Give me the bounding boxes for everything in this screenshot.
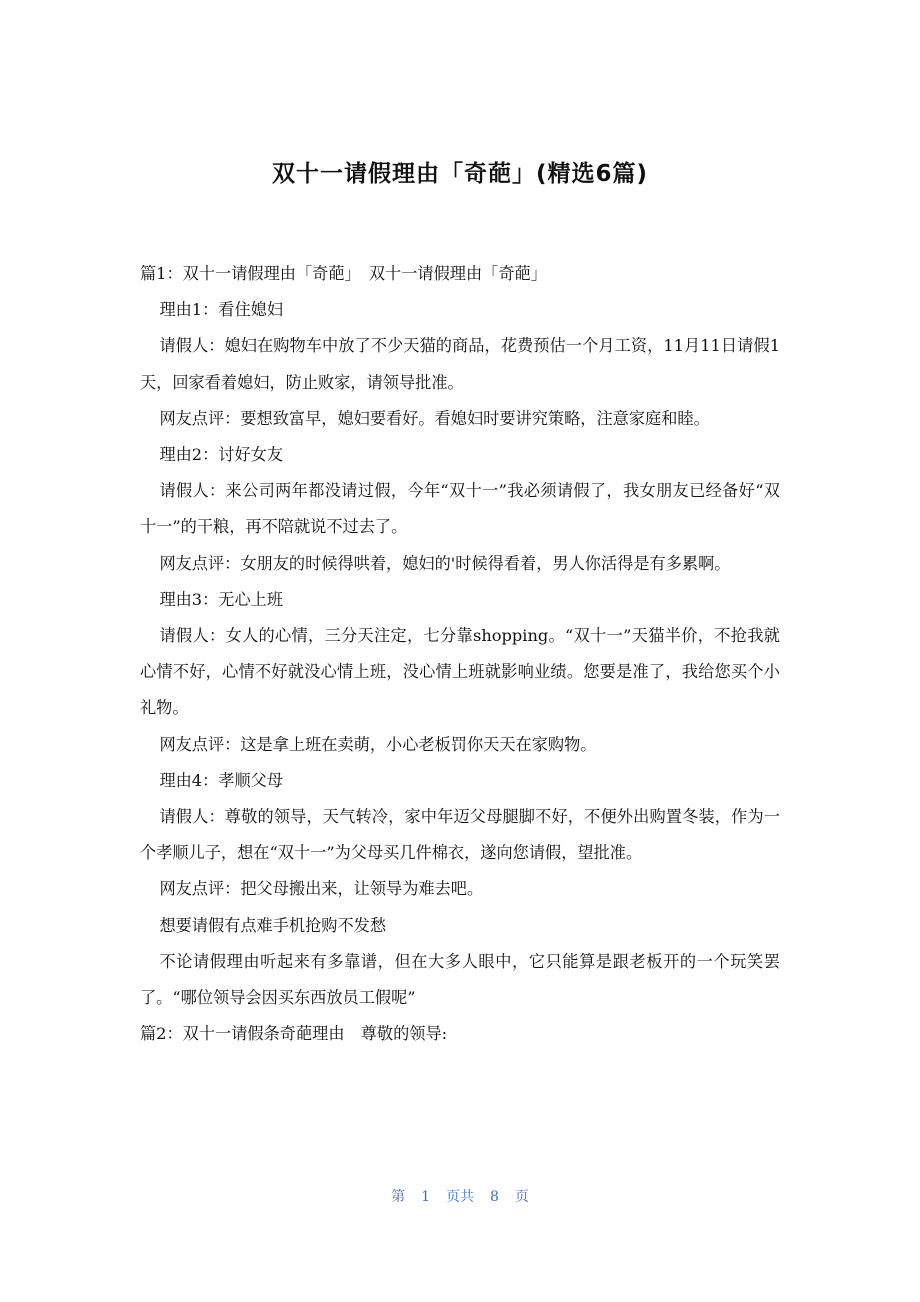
reason-heading: 理由1：看住媳妇: [159, 300, 284, 320]
paragraph: 请假人：来公司两年都没请过假，今年“双十一”我必须请假了，我女朋友已经备好“双十一”的干粮，再不陪就说不过去了。: [140, 481, 780, 537]
paragraph: 网友点评：把父母搬出来，让领导为难去吧。: [159, 879, 484, 899]
section-heading: 篇1：双十一请假理由「奇葩」 双十一请假理由「奇葩」: [140, 264, 547, 283]
document-body: [140, 256, 780, 1052]
paragraph: 网友点评：女朋友的时候得哄着，媳妇的'时候得看着，男人你活得是有多累啊。: [159, 553, 731, 573]
reason-heading: 理由4：孝顺父母: [159, 770, 284, 790]
reason-heading: 理由2：讨好女友: [159, 445, 284, 465]
footer-total-pages: 8: [490, 1189, 499, 1205]
footer-suffix: 页: [514, 1189, 529, 1205]
footer-prefix: 第: [391, 1189, 406, 1205]
paragraph: 不论请假理由听起来有多靠谱，但在大多人眼中，它只能算是跟老板开的一个玩笑罢了。“哪位领导会因买东西放员工假呢”: [140, 951, 780, 1008]
paragraph: 网友点评：这是拿上班在卖萌，小心老板罚你天天在家购物。: [159, 734, 597, 754]
paragraph: 网友点评：要想致富早，媳妇要看好。看媳妇时要讲究策略，注意家庭和睦。: [159, 408, 710, 428]
footer-page-number: 1: [421, 1189, 430, 1205]
section-heading: 篇2：双十一请假条奇葩理由 尊敬的领导:: [140, 1024, 448, 1044]
subheading: 想要请假有点难手机抢购不发愁: [159, 915, 387, 935]
reason-heading: 理由3：无心上班: [159, 589, 284, 609]
page-footer: [0, 1186, 920, 1208]
paragraph: 请假人：媳妇在购物车中放了不少天猫的商品，花费预估一个月工资，11月11日请假1天，回家看着媳妇，防止败家，请领导批准。: [140, 336, 780, 392]
paragraph: 请假人：尊敬的领导，天气转冷，家中年迈父母腿脚不好，不便外出购置冬装，作为一个孝顺儿子，想在“双十一”为父母买几件棉衣，遂向您请假，望批准。: [140, 807, 780, 863]
document-title: 双十一请假理由「奇葩」(精选6篇): [271, 161, 649, 188]
footer-middle: 页共: [446, 1189, 474, 1205]
paragraph: 请假人：女人的心情，三分天注定，七分靠shopping。“双十一”天猫半价，不抢我就心情不好，心情不好就没心情上班，没心情上班就影响业绩。您要是准了，我给您买个小礼物。: [140, 626, 780, 718]
